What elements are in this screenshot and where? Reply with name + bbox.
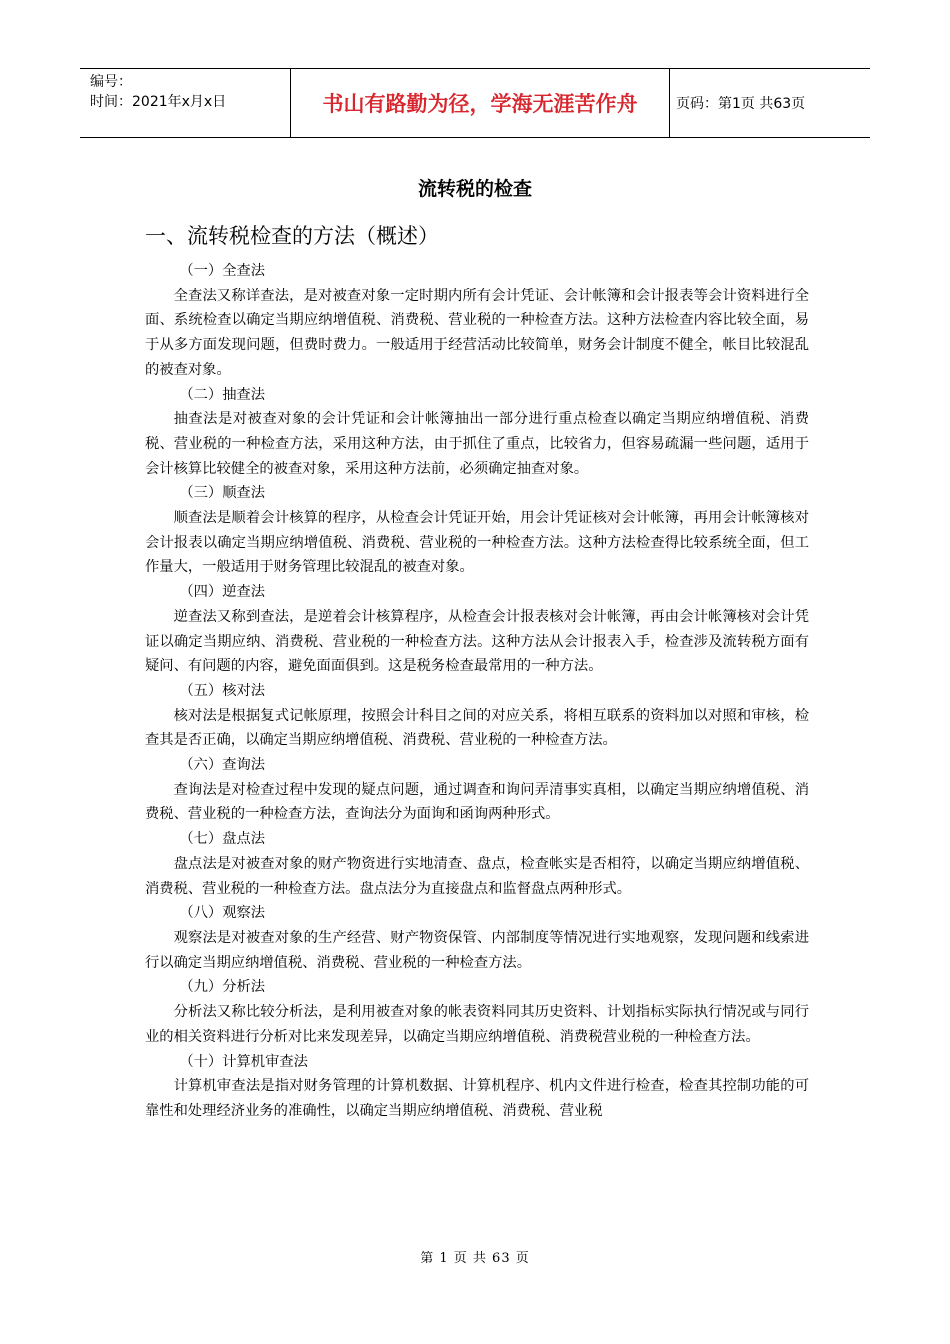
- document-date: 时间：2021年x月x日: [90, 94, 227, 110]
- body-paragraph: 全查法又称详查法，是对被查对象一定时期内所有会计凭证、会计帐簿和会计报表等会计资料进行全面、系统检查以确定当期应纳增值税、消费税、营业税的一种检查方法。这种方法检查内容比较全面，易于从多方面发现问题，但费时费力。一般适用于经营活动比较简单，财务会计制度不健全，帐目比较混乱的被查对象。: [145, 287, 809, 378]
- document-title: 流转税的检查: [417, 178, 532, 200]
- body-paragraph: 核对法是根据复式记帐原理，按照会计科目之间的对应关系，将相互联系的资料加以对照和审核，检查其是否正确，以确定当期应纳增值税、消费税、营业税的一种检查方法。: [145, 707, 809, 749]
- subsection-heading: （七）盘点法: [179, 831, 266, 848]
- subsection-heading: （六）查询法: [179, 757, 266, 774]
- body-paragraph: 查询法是对检查过程中发现的疑点问题，通过调查和询问弄清事实真相，以确定当期应纳增值税、消费税、营业税的一种检查方法，查询法分为面询和函询两种形式。: [145, 781, 809, 823]
- subsection-heading: （八）观察法: [179, 905, 266, 922]
- page-footer: 第 1 页 共 63 页: [420, 1251, 530, 1266]
- subsection-heading: （四）逆查法: [179, 584, 266, 601]
- subsection-heading: （一）全查法: [179, 263, 266, 279]
- subsection-heading: （十）计算机审查法: [179, 1053, 308, 1070]
- body-paragraph: 顺查法是顺着会计核算的程序，从检查会计凭证开始，用会计凭证核对会计帐簿，再用会计帐簿核对会计报表以确定当期应纳增值税、消费税、营业税的一种检查方法。这种方法检查得比较系统全面，但工作量大，一般适用于财务管理比较混乱的被查对象。: [145, 510, 809, 576]
- section-heading: 一、流转税检查的方法（概述）: [145, 224, 439, 248]
- body-paragraph: 盘点法是对被查对象的财产物资进行实地清查、盘点，检查帐实是否相符，以确定当期应纳增值税、消费税、营业税的一种检查方法。盘点法分为直接盘点和监督盘点两种形式。: [145, 855, 809, 897]
- subsection-heading: （二）抽查法: [179, 386, 266, 403]
- document-number-label: 编号：: [90, 74, 132, 90]
- body-paragraph: 逆查法又称到查法，是逆着会计核算程序，从检查会计报表核对会计帐簿，再由会计帐簿核对会计凭证以确定当期应纳、消费税、营业税的一种检查方法。这种方法从会计报表入手，检查涉及流转税方面有疑问、有问题的内容，避免面面俱到。这是税务检查最常用的一种方法。: [145, 608, 809, 675]
- body-paragraph: 观察法是对被查对象的生产经营、财产物资保管、内部制度等情况进行实地观察，发现问题和线索进行以确定当期应纳增值税、消费税、营业税的一种检查方法。: [145, 929, 809, 971]
- document-body: [145, 259, 809, 1124]
- header-meta: [80, 69, 291, 137]
- body-paragraph: 抽查法是对被查对象的会计凭证和会计帐簿抽出一部分进行重点检查以确定当期应纳增值税、消费税、营业税的一种检查方法，采用这种方法，由于抓住了重点，比较省力，但容易疏漏一些问题，适用于会计核算比较健全的被查对象，采用这种方法前，必须确定抽查对象。: [145, 411, 809, 477]
- subsection-heading: （三）顺查法: [179, 485, 266, 502]
- subsection-heading: （五）核对法: [179, 682, 266, 699]
- header-page-info: 页码：第1页 共63页: [676, 96, 806, 112]
- body-paragraph: 计算机审查法是指对财务管理的计算机数据、计算机程序、机内文件进行检查，检查其控制功能的可靠性和处理经济业务的准确性，以确定当期应纳增值税、消费税、营业税: [145, 1078, 809, 1119]
- page-header: [80, 68, 870, 138]
- subsection-heading: （九）分析法: [179, 979, 266, 996]
- body-paragraph: 分析法又称比较分析法，是利用被查对象的帐表资料同其历史资料、计划指标实际执行情况或与同行业的相关资料进行分析对比来发现差异，以确定当期应纳增值税、消费税营业税的一种检查方法。: [145, 1004, 809, 1045]
- header-motto: 书山有路勤为径，学海无涯苦作舟: [291, 69, 670, 137]
